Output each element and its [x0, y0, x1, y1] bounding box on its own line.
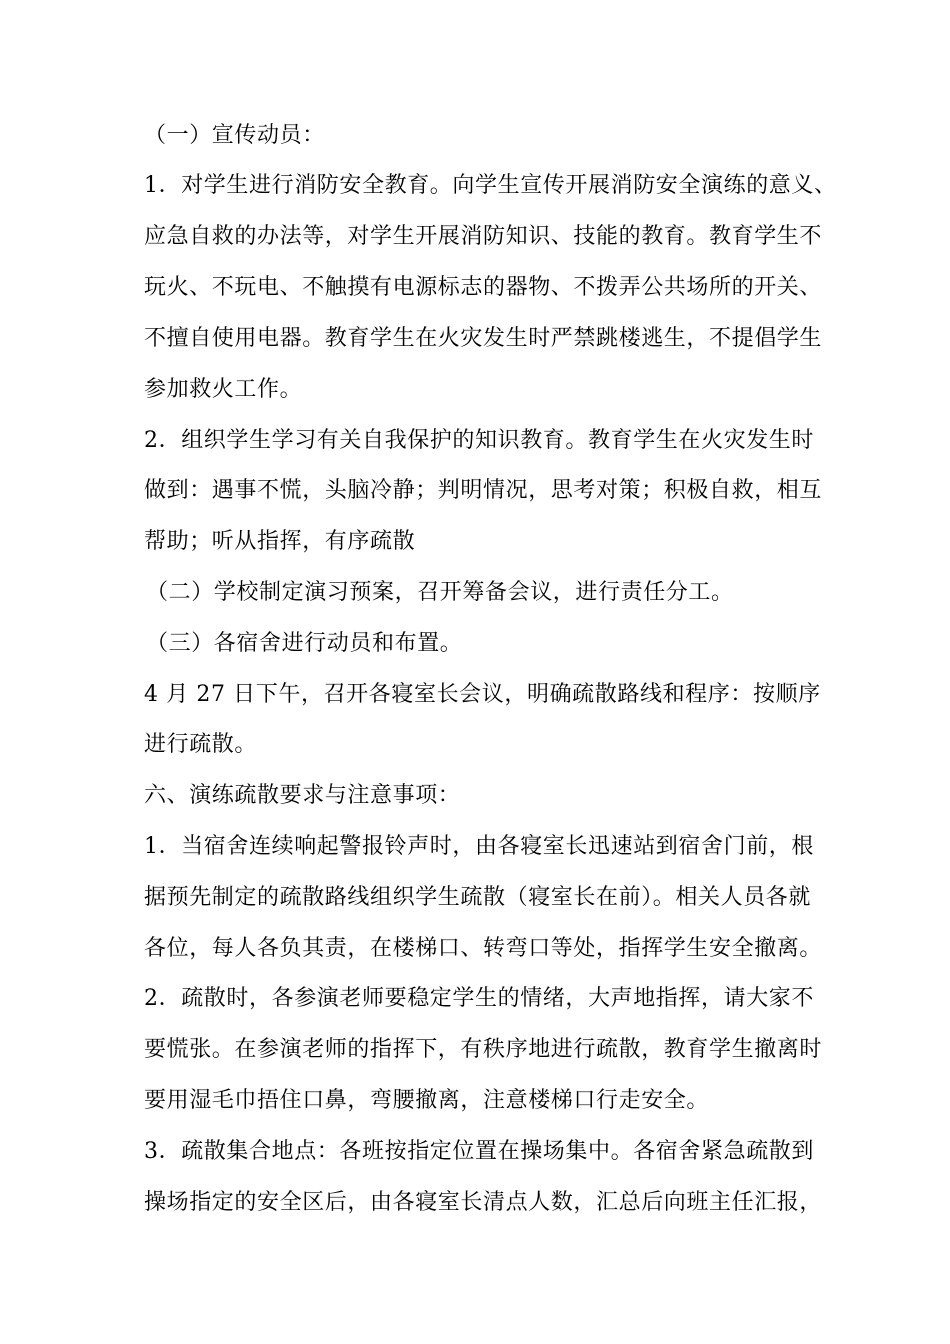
paragraph-line: 各位，每人各负其责，在楼梯口、转弯口等处，指挥学生安全撤离。 — [144, 936, 823, 961]
section-heading-publicity: （一）宣传动员： — [144, 123, 325, 148]
paragraph-line: 1．当宿舍连续响起警报铃声时，由各寝室长迅速站到宿舍门前，根 — [144, 834, 814, 859]
paragraph-line: 进行疏散。 — [144, 732, 258, 757]
paragraph-line: 3．疏散集合地点：各班按指定位置在操场集中。各宿舍紧急疏散到 — [144, 1139, 814, 1164]
paragraph-line: 做到：遇事不慌，头脑冷静；判明情况，思考对策；积极自救，相互 — [144, 478, 823, 503]
paragraph-line: 参加救火工作。 — [144, 377, 303, 402]
paragraph-line: 不擅自使用电器。教育学生在火灾发生时严禁跳楼逃生，不提倡学生 — [144, 326, 823, 351]
section-heading-requirements: 六、演练疏散要求与注意事项： — [144, 783, 461, 808]
paragraph-line: 要慌张。在参演老师的指挥下，有秩序地进行疏散，教育学生撤离时 — [144, 1037, 823, 1062]
paragraph-line: 要用湿毛巾捂住口鼻，弯腰撤离，注意楼梯口行走安全。 — [144, 1088, 710, 1113]
paragraph-line: 1．对学生进行消防安全教育。向学生宣传开展消防安全演练的意义、 — [144, 173, 837, 198]
paragraph-line: 应急自救的办法等，对学生开展消防知识、技能的教育。教育学生不 — [144, 224, 823, 249]
paragraph-line: 4 月 27 日下午，召开各寝室长会议，明确疏散路线和程序：按顺序 — [144, 682, 821, 707]
section-heading-plan: （二）学校制定演习预案，召开筹备会议，进行责任分工。 — [146, 580, 734, 605]
paragraph-line: 操场指定的安全区后，由各寝室长清点人数，汇总后向班主任汇报， — [144, 1190, 823, 1215]
paragraph-line: 玩火、不玩电、不触摸有电源标志的器物、不拨弄公共场所的开关、 — [144, 275, 823, 300]
paragraph-line: 2．疏散时，各参演老师要稳定学生的情绪，大声地指挥，请大家不 — [144, 986, 814, 1011]
paragraph-line: 2．组织学生学习有关自我保护的知识教育。教育学生在火灾发生时 — [144, 428, 814, 453]
paragraph-line: 帮助；听从指挥，有序疏散 — [144, 529, 416, 554]
section-heading-dorm: （三）各宿舍进行动员和布置。 — [146, 631, 463, 656]
paragraph-line: 据预先制定的疏散路线组织学生疏散（寝室长在前）。相关人员各就 — [144, 885, 812, 910]
